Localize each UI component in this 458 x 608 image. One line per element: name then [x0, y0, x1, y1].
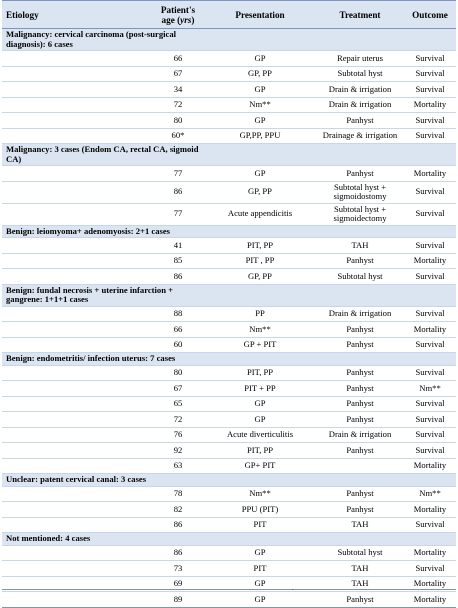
age-cell: 82: [152, 502, 204, 518]
table-header: [2, 1, 456, 29]
etiology-cell: [2, 253, 152, 269]
etiology-cell: [2, 66, 152, 82]
age-cell: 80: [152, 113, 204, 129]
age-cell: 41: [152, 238, 204, 254]
etiology-cell: [2, 502, 152, 518]
age-cell: 72: [152, 412, 204, 428]
treatment-cell: TAH: [316, 517, 404, 533]
age-cell: 77: [152, 166, 204, 182]
group-title: Malignancy: 3 cases (Endom CA, rectal CA, sigmoid CA): [2, 144, 204, 166]
presentation-cell: GP: [204, 545, 316, 561]
presentation-cell: PP: [204, 306, 316, 322]
table-bottom-rule: [2, 589, 456, 590]
group-row: [2, 474, 456, 487]
age-cell: 73: [152, 561, 204, 577]
group-row: [2, 29, 456, 51]
treatment-cell: Panhyst: [316, 322, 404, 338]
treatment-cell: Panhyst: [316, 502, 404, 518]
table-row: [2, 128, 456, 144]
table-row: [2, 113, 456, 129]
table-row: [2, 502, 456, 518]
etiology-cell: [2, 322, 152, 338]
outcome-cell: Survival: [404, 337, 456, 353]
table-row: [2, 561, 456, 577]
etiology-cell: [2, 486, 152, 502]
presentation-cell: GP: [204, 412, 316, 428]
outcome-cell: Survival: [404, 396, 456, 412]
header-presentation: Presentation: [204, 1, 316, 29]
age-cell: 67: [152, 66, 204, 82]
age-cell: 86: [152, 545, 204, 561]
table-row: [2, 166, 456, 182]
etiology-cell: [2, 412, 152, 428]
age-cell: 86: [152, 269, 204, 285]
table-row: [2, 82, 456, 98]
outcome-cell: Survival: [404, 306, 456, 322]
presentation-cell: PIT + PP: [204, 381, 316, 397]
age-cell: 86: [152, 517, 204, 533]
footer-mark: .: [292, 586, 294, 592]
table-row: [2, 381, 456, 397]
treatment-cell: TAH: [316, 561, 404, 577]
age-cell: 89: [152, 592, 204, 608]
presentation-cell: GP+ PIT: [204, 458, 316, 474]
table-row: [2, 238, 456, 254]
etiology-cell: [2, 561, 152, 577]
outcome-cell: Survival: [404, 269, 456, 285]
treatment-cell: Drain & irrigation: [316, 306, 404, 322]
outcome-cell: Survival: [404, 82, 456, 98]
age-cell: 34: [152, 82, 204, 98]
presentation-cell: Acute appendicitis: [204, 203, 316, 225]
table-row: [2, 66, 456, 82]
age-cell: 66: [152, 322, 204, 338]
treatment-cell: Repair uterus: [316, 51, 404, 67]
table-row: [2, 306, 456, 322]
presentation-cell: Acute diverticulitis: [204, 427, 316, 443]
table-body: [2, 29, 456, 608]
outcome-cell: Mortality: [404, 458, 456, 474]
age-cell: 66: [152, 51, 204, 67]
presentation-cell: PIT , PP: [204, 253, 316, 269]
table-row: [2, 322, 456, 338]
outcome-cell: Survival: [404, 238, 456, 254]
age-cell: 80: [152, 365, 204, 381]
treatment-cell: Panhyst: [316, 381, 404, 397]
etiology-cell: [2, 306, 152, 322]
table-row: [2, 486, 456, 502]
treatment-cell: Panhyst: [316, 365, 404, 381]
age-cell: 76: [152, 427, 204, 443]
outcome-cell: Mortality: [404, 592, 456, 608]
outcome-cell: Survival: [404, 517, 456, 533]
header-etiology: Etiology: [2, 1, 152, 29]
etiology-cell: [2, 427, 152, 443]
outcome-cell: Mortality: [404, 576, 456, 592]
outcome-cell: Survival: [404, 365, 456, 381]
age-cell: 60*: [152, 128, 204, 144]
outcome-cell: Survival: [404, 181, 456, 203]
group-row-fill: [204, 144, 456, 166]
outcome-cell: Mortality: [404, 322, 456, 338]
treatment-cell: Panhyst: [316, 113, 404, 129]
age-cell: 92: [152, 443, 204, 459]
treatment-cell: Subtotal hyst: [316, 545, 404, 561]
group-row: [2, 284, 456, 306]
presentation-cell: GP + PIT: [204, 337, 316, 353]
presentation-cell: GP: [204, 113, 316, 129]
presentation-cell: GP: [204, 166, 316, 182]
group-row-fill: [204, 474, 456, 487]
presentation-cell: PIT, PP: [204, 238, 316, 254]
group-title: Unclear: patent cervical canal: 3 cases: [2, 474, 204, 487]
treatment-cell: Drain & irrigation: [316, 427, 404, 443]
case-table: [2, 0, 456, 608]
group-row: [2, 353, 456, 366]
table-row: [2, 545, 456, 561]
header-age-unit: yrs: [180, 14, 192, 25]
etiology-cell: [2, 97, 152, 113]
table-row: [2, 365, 456, 381]
treatment-cell: Drain & irrigation: [316, 82, 404, 98]
table-row: [2, 51, 456, 67]
presentation-cell: PIT: [204, 561, 316, 577]
etiology-cell: [2, 203, 152, 225]
group-title: Benign: leiomyoma+ adenomyosis: 2+1 cases: [2, 225, 204, 238]
etiology-cell: [2, 396, 152, 412]
etiology-cell: [2, 113, 152, 129]
age-cell: 60: [152, 337, 204, 353]
etiology-cell: [2, 443, 152, 459]
header-age-line1: Patient's: [160, 4, 196, 15]
treatment-cell: Subtotal hyst + sigmoidostomy: [316, 181, 404, 203]
outcome-cell: Survival: [404, 203, 456, 225]
presentation-cell: Nm**: [204, 97, 316, 113]
outcome-cell: Mortality: [404, 253, 456, 269]
etiology-cell: [2, 365, 152, 381]
outcome-cell: Mortality: [404, 545, 456, 561]
table-row: [2, 203, 456, 225]
age-cell: 86: [152, 181, 204, 203]
age-cell: 65: [152, 396, 204, 412]
outcome-cell: Survival: [404, 412, 456, 428]
outcome-cell: Survival: [404, 66, 456, 82]
age-cell: 85: [152, 253, 204, 269]
age-cell: 67: [152, 381, 204, 397]
etiology-cell: [2, 166, 152, 182]
group-row-fill: [204, 533, 456, 546]
treatment-cell: TAH: [316, 576, 404, 592]
etiology-cell: [2, 381, 152, 397]
treatment-cell: Subtotal hyst: [316, 269, 404, 285]
etiology-cell: [2, 545, 152, 561]
etiology-cell: [2, 181, 152, 203]
table-row: [2, 517, 456, 533]
age-cell: 72: [152, 97, 204, 113]
outcome-cell: Nm**: [404, 486, 456, 502]
group-title: Benign: endometritis/ infection uterus: 7 cases: [2, 353, 204, 366]
treatment-cell: Panhyst: [316, 253, 404, 269]
etiology-cell: [2, 128, 152, 144]
treatment-cell: Panhyst: [316, 396, 404, 412]
group-row: [2, 533, 456, 546]
treatment-cell: Panhyst: [316, 486, 404, 502]
outcome-cell: Survival: [404, 443, 456, 459]
age-cell: 69: [152, 576, 204, 592]
table-row: [2, 427, 456, 443]
table-row: [2, 458, 456, 474]
presentation-cell: PIT, PP: [204, 443, 316, 459]
age-cell: 63: [152, 458, 204, 474]
presentation-cell: GP: [204, 592, 316, 608]
treatment-cell: Drainage & irrigation: [316, 128, 404, 144]
age-cell: 78: [152, 486, 204, 502]
outcome-cell: Mortality: [404, 502, 456, 518]
outcome-cell: Survival: [404, 561, 456, 577]
outcome-cell: Mortality: [404, 166, 456, 182]
presentation-cell: PIT, PP: [204, 365, 316, 381]
age-cell: 77: [152, 203, 204, 225]
outcome-cell: Nm**: [404, 381, 456, 397]
etiology-cell: [2, 269, 152, 285]
table-row: [2, 269, 456, 285]
presentation-cell: GP: [204, 51, 316, 67]
etiology-cell: [2, 82, 152, 98]
table-row: [2, 412, 456, 428]
outcome-cell: Survival: [404, 113, 456, 129]
treatment-cell: Panhyst: [316, 592, 404, 608]
outcome-cell: Survival: [404, 51, 456, 67]
presentation-cell: GP: [204, 396, 316, 412]
treatment-cell: Subtotal hyst: [316, 66, 404, 82]
presentation-cell: GP, PP: [204, 181, 316, 203]
header-age: [152, 1, 204, 29]
treatment-cell: Panhyst: [316, 443, 404, 459]
presentation-cell: GP,PP, PPU: [204, 128, 316, 144]
header-treatment: Treatment: [316, 1, 404, 29]
group-title: Benign: fundal necrosis + uterine infarction + gangrene: 1+1+1 cases: [2, 284, 204, 306]
header-outcome: Outcome: [404, 1, 456, 29]
etiology-cell: [2, 238, 152, 254]
treatment-cell: TAH: [316, 238, 404, 254]
table-row: [2, 337, 456, 353]
header-age-close: ): [191, 14, 195, 25]
treatment-cell: [316, 458, 404, 474]
treatment-cell: Panhyst: [316, 337, 404, 353]
outcome-cell: Mortality: [404, 97, 456, 113]
age-cell: 88: [152, 306, 204, 322]
treatment-cell: Drain & irrigation: [316, 97, 404, 113]
table-row: [2, 253, 456, 269]
etiology-cell: [2, 458, 152, 474]
group-title: Not mentioned: 4 cases: [2, 533, 204, 546]
presentation-cell: Nm**: [204, 486, 316, 502]
outcome-cell: Survival: [404, 427, 456, 443]
table-row: [2, 97, 456, 113]
etiology-cell: [2, 337, 152, 353]
table-row: [2, 443, 456, 459]
table-row: [2, 181, 456, 203]
group-row-fill: [204, 284, 456, 306]
treatment-cell: Panhyst: [316, 166, 404, 182]
table-row: [2, 396, 456, 412]
etiology-cell: [2, 51, 152, 67]
presentation-cell: Nm**: [204, 322, 316, 338]
presentation-cell: GP, PP: [204, 269, 316, 285]
group-row-fill: [204, 353, 456, 366]
treatment-cell: Panhyst: [316, 412, 404, 428]
presentation-cell: GP: [204, 82, 316, 98]
presentation-cell: PIT: [204, 517, 316, 533]
presentation-cell: GP, PP: [204, 66, 316, 82]
etiology-cell: [2, 517, 152, 533]
presentation-cell: PPU (PIT): [204, 502, 316, 518]
group-row-fill: [204, 29, 456, 51]
group-title: Malignancy: cervical carcinoma (post-surgical diagnosis): 6 cases: [2, 29, 204, 51]
group-row: [2, 144, 456, 166]
header-age-line2: age (: [161, 14, 181, 25]
presentation-cell: GP: [204, 576, 316, 592]
treatment-cell: Subtotal hyst + sigmoidectomy: [316, 203, 404, 225]
group-row: [2, 225, 456, 238]
outcome-cell: Survival: [404, 128, 456, 144]
group-row-fill: [204, 225, 456, 238]
